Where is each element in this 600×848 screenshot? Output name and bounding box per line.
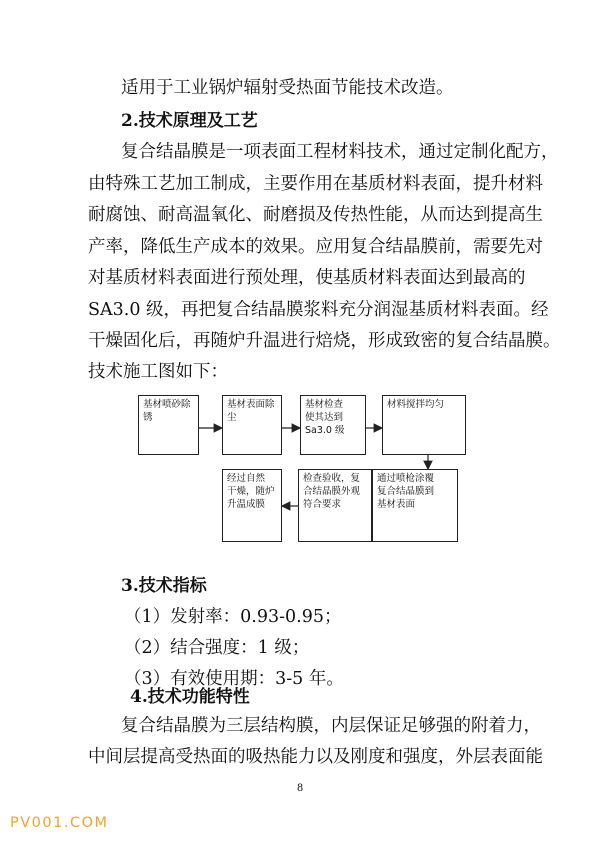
section3-heading: 3.技术指标 xyxy=(121,576,207,596)
section2-line-6: SA3.0 级，再把复合结晶膜浆料充分润湿基质材料表面。经 xyxy=(88,300,549,320)
section2-line-1: 复合结晶膜是一项表面工程材料技术，通过定制化配方， xyxy=(121,142,559,162)
section2-line-3: 耐腐蚀、耐高温氧化、耐磨损及传热性能，从而达到提高生 xyxy=(88,205,543,225)
section2-line-8: 技术施工图如下： xyxy=(88,362,228,382)
flow-step-dust-removal: 基材表面除 尘 xyxy=(222,395,282,455)
flow-step-spray-coating: 通过喷枪涂覆 复合结晶膜到 基材表面 xyxy=(372,469,458,542)
section2-line-5: 对基质材料表面进行预处理，使基质材料表面达到最高的 xyxy=(88,268,526,288)
section4-line-2: 中间层提高受热面的吸热能力以及刚度和强度，外层表面能 xyxy=(88,747,543,767)
section2-heading: 2.技术原理及工艺 xyxy=(121,111,258,131)
flow-step-sandblast: 基材喷砂除 锈 xyxy=(138,395,199,455)
flow-step-drying-firing: 经过自然 干燥，随炉 升温成膜 xyxy=(222,469,282,542)
flow-step-inspection: 基材检查 使其达到 Sa3.0 级 xyxy=(300,395,366,455)
watermark-logo: PV001.COM xyxy=(10,815,109,831)
section3-item-1: （1）发射率：0.93-0.95； xyxy=(124,607,342,627)
intro-line: 适用于工业锅炉辐射受热面节能技术改造。 xyxy=(121,78,454,98)
flow-step-mixing: 材料搅拌均匀 xyxy=(382,395,466,455)
process-flowchart xyxy=(138,393,466,543)
section2-line-4: 产率，降低生产成本的效果。应用复合结晶膜前，需要先对 xyxy=(88,237,543,257)
section3-item-2: （2）结合强度：1 级； xyxy=(124,638,310,658)
section4-line-1: 复合结晶膜为三层结构膜，内层保证足够强的附着力， xyxy=(121,716,541,736)
page-number: 8 xyxy=(296,783,304,794)
section4-heading: 4.技术功能特性 xyxy=(130,687,250,707)
section3-item-3: （3）有效使用期：3-5 年。 xyxy=(124,669,344,689)
flow-step-acceptance: 检查验收，复 合结晶膜外观 符合要求 xyxy=(298,469,372,542)
section2-line-2: 由特殊工艺加工制成，主要作用在基质材料表面，提升材料 xyxy=(88,174,543,194)
section2-line-7: 干燥固化后，再随炉升温进行焙烧，形成致密的复合结晶膜。 xyxy=(88,331,561,351)
